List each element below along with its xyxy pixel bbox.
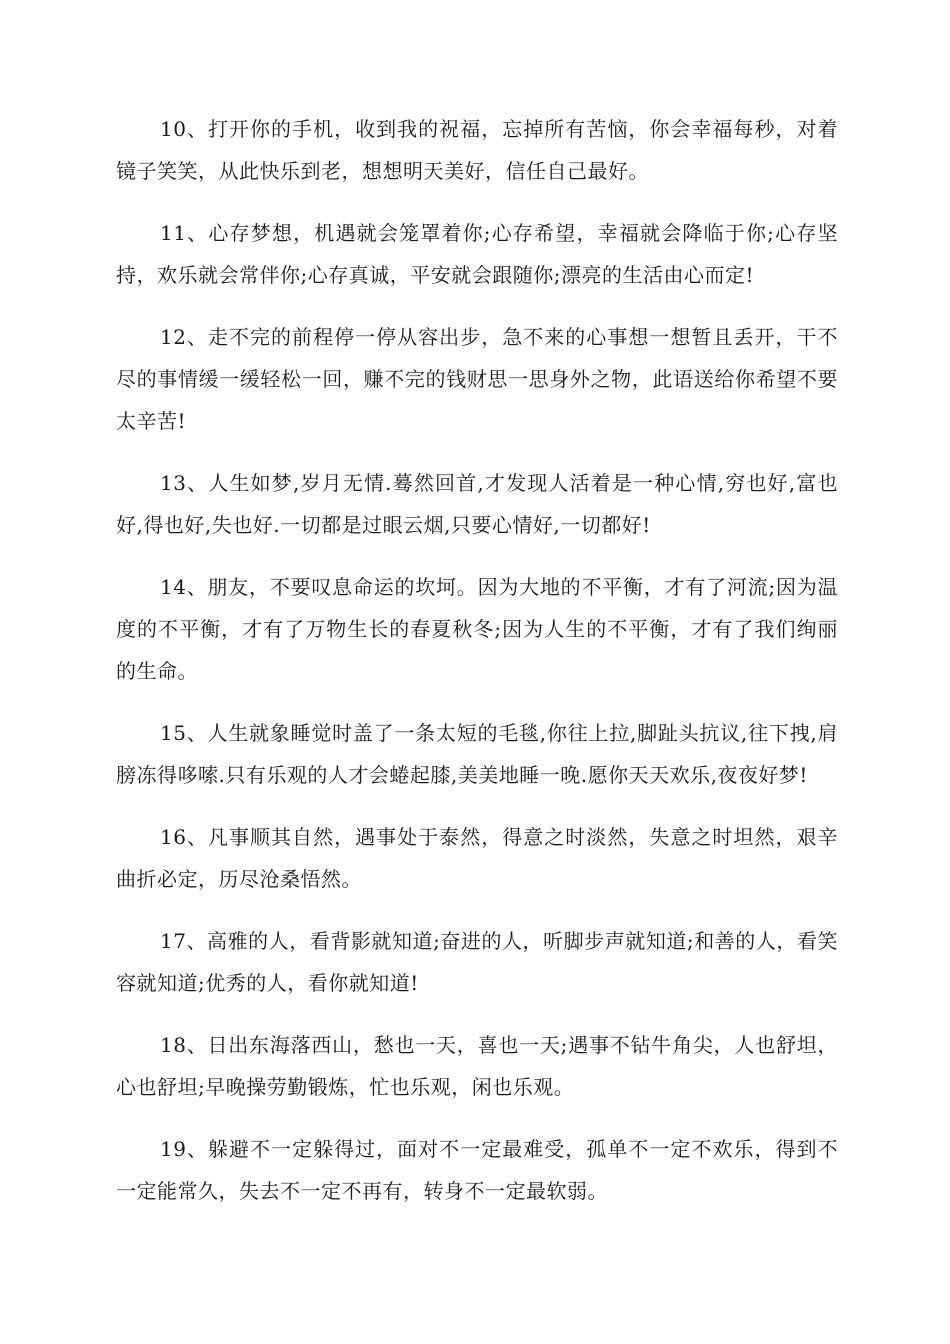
paragraph-19: 19、躲避不一定躲得过，面对不一定最难受，孤单不一定不欢乐，得到不一定能常久，失去不一定不再有，转身不一定最软弱。: [116, 1137, 838, 1203]
paragraph-16: 16、凡事顺其自然，遇事处于泰然，得意之时淡然，失意之时坦然，艰辛曲折必定，历尽沧桑悟然。: [116, 825, 838, 891]
paragraph-12: 12、走不完的前程停一停从容出步，急不来的心事想一想暂且丢开，干不尽的事情缓一缓轻松一回，赚不完的钱财思一思身外之物，此语送给你希望不要太辛苦!: [116, 325, 838, 433]
paragraph-17: 17、高雅的人，看背影就知道;奋进的人，听脚步声就知道;和善的人，看笑容就知道;优秀的人，看你就知道!: [116, 929, 838, 995]
paragraph-15: 15、人生就象睡觉时盖了一条太短的毛毯,你往上拉,脚趾头抗议,往下拽,肩膀冻得哆嗦.只有乐观的人才会蜷起膝,美美地睡一晚.愿你天天欢乐,夜夜好梦!: [116, 721, 838, 787]
paragraph-14: 14、朋友，不要叹息命运的坎坷。因为大地的不平衡，才有了河流;因为温度的不平衡，才有了万物生长的春夏秋冬;因为人生的不平衡，才有了我们绚丽的生命。: [116, 575, 838, 683]
paragraph-13: 13、人生如梦,岁月无情.蓦然回首,才发现人活着是一种心情,穷也好,富也好,得也好,失也好.一切都是过眼云烟,只要心情好,一切都好!: [116, 471, 838, 537]
document-body: [116, 108, 838, 1232]
paragraph-11: 11、心存梦想，机遇就会笼罩着你;心存希望，幸福就会降临于你;心存坚持，欢乐就会常伴你;心存真诚，平安就会跟随你;漂亮的生活由心而定!: [116, 221, 838, 287]
paragraph-10: 10、打开你的手机，收到我的祝福，忘掉所有苦恼，你会幸福每秒，对着镜子笑笑，从此快乐到老，想想明天美好，信任自己最好。: [116, 117, 838, 183]
paragraph-18: 18、日出东海落西山，愁也一天，喜也一天;遇事不钻牛角尖，人也舒坦，心也舒坦;早晚操劳勤锻炼，忙也乐观，闲也乐观。: [116, 1033, 838, 1099]
